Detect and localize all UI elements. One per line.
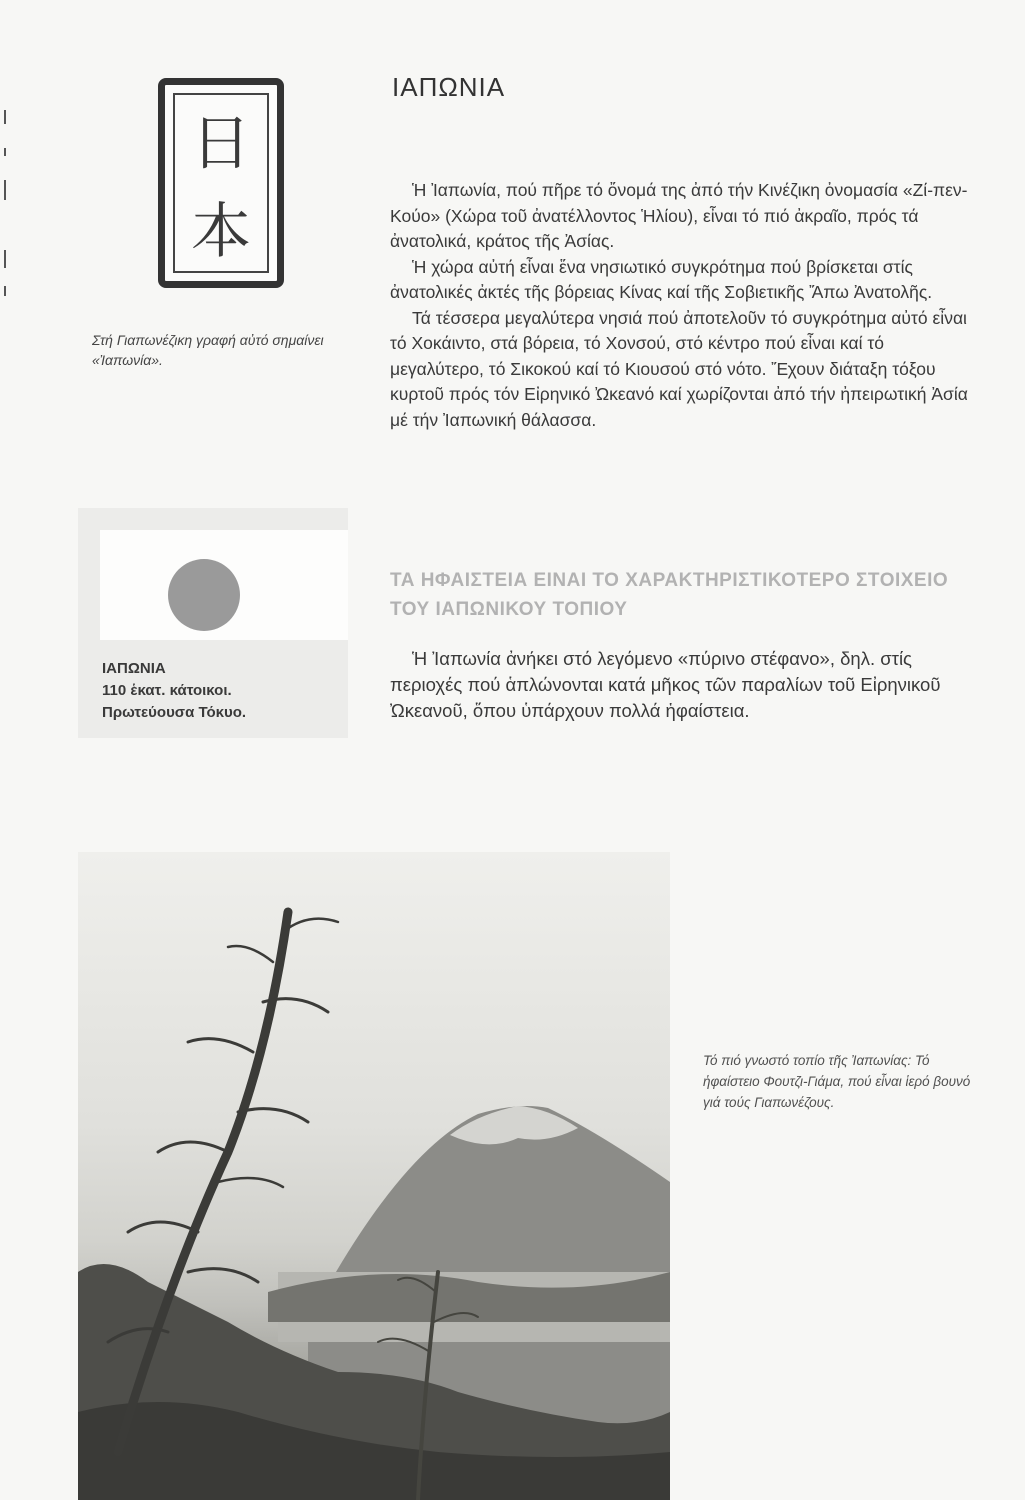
mount-fuji-photo bbox=[78, 852, 670, 1500]
population: 110 ἑκατ. κάτοικοι. bbox=[102, 682, 232, 699]
kanji-origin-glyph: 本 bbox=[191, 197, 251, 267]
margin-marks bbox=[0, 100, 14, 300]
kanji-emblem bbox=[158, 78, 284, 288]
section-heading: ΤΑ ΗΦΑΙΣΤΕΙΑ ΕΙΝΑΙ ΤΟ ΧΑΡΑΚΤΗΡΙΣΤΙΚΟΤΕΡΟ ΣΤΟΙΧΕΙΟ ΤΟΥ ΙΑΠΩΝΙΚΟΥ ΤΟΠΙΟΥ bbox=[390, 570, 949, 620]
country-name: ΙΑΠΩΝΙΑ bbox=[102, 660, 166, 677]
intro-paragraph: Τά τέσσερα μεγαλύτερα νησιά πού ἀποτελοῦν τό συγκρότημα αὐτό εἶναι τό Χοκάιντο, στά βόρεια, τό Χονσού, στό κέντρο πού εἶναι καί τό μεγαλύτερο, τό Σικοκού καί τό Κιουσού στό νότο. Ἔχουν διάταξη τόξου κυρτοῦ πρός τόν Εἰρηνικό Ὠκεανό καί χωρίζονται ἀπό τήν ἠπειρωτική Ἀσία μέ τήν Ἰαπωνική θάλασσα. bbox=[390, 307, 968, 430]
intro-paragraph: Ἡ χώρα αὐτή εἶναι ἕνα νησιωτικό συγκρότημα πού βρίσκεται στίς ἀνατολικές ἀκτές τῆς βόρειας Κίνας καί τῆς Σοβιετικῆς Ἄπω Ἀνατολῆς. bbox=[390, 256, 933, 302]
intro-paragraph: Ἡ Ἰαπωνία, πού πῆρε τό ὄνομά της ἀπό τήν Κινέζικη ὀνομασία «Ζί-πεν-Κούο» (Χώρα τοῦ ἀνατέλλοντος Ἡλίου), εἶναι τό πιό ἀκραῖο, πρός τά ἀνατολικά, κράτος τῆς Ἀσίας. bbox=[390, 180, 968, 251]
flag-sun-disc bbox=[168, 559, 240, 631]
section-body: Ἡ Ἰαπωνία ἀνήκει στό λεγόμενο «πύρινο στέφανο», δηλ. στίς περιοχές πού ἁπλώνονται κατά μῆκος τῶν παραλίων τοῦ Εἰρηνικοῦ Ὠκεανοῦ, ὅπου ὑπάρχουν πολλά ἡφαίστεια. bbox=[390, 648, 941, 721]
kanji-caption: Στή Γιαπωνέζικη γραφή αὐτό σημαίνει «Ἰαπωνία». bbox=[92, 332, 324, 368]
page-title: ΙΑΠΩΝΙΑ bbox=[392, 72, 506, 102]
capital: Πρωτεύουσα Τόκυο. bbox=[102, 704, 247, 721]
photo-caption: Τό πιό γνωστό τοπίο τῆς Ἰαπωνίας: Τό ἡφαίστειο Φουτζι-Γιάμα, πού εἶναι ἱερό βουνό γιά τούς Γιαπωνέζους. bbox=[703, 1053, 971, 1110]
country-fact-box bbox=[78, 508, 348, 738]
kanji-sun-glyph: 日 bbox=[191, 109, 251, 179]
country-facts bbox=[102, 658, 246, 724]
japan-flag bbox=[100, 530, 348, 640]
intro-text bbox=[390, 178, 975, 433]
photo-illustration bbox=[78, 852, 670, 1500]
